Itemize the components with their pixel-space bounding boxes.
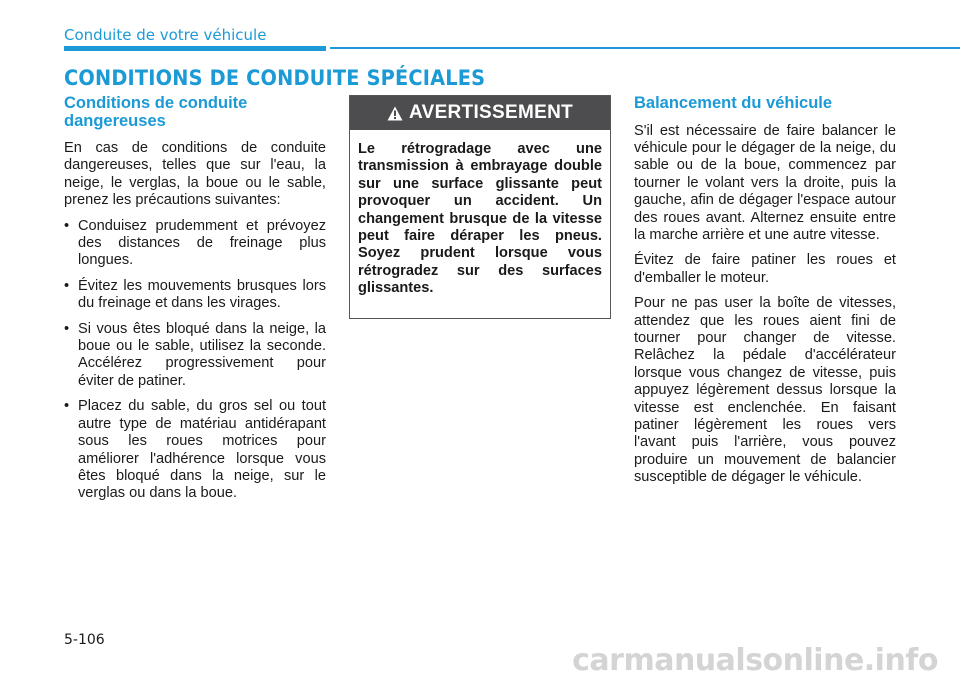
hazardous-conditions-heading: Conditions de conduite dangereuses bbox=[64, 94, 248, 130]
list-item: • Placez du sable, du gros sel ou tout autre type de matériau antidérapant sous les roues motrices pour améliorer l'adhérence lorsque vous êtes bloqué dans la neige, sur le verglas ou dans la boue. bbox=[64, 398, 326, 502]
body-paragraph: Pour ne pas user la boîte de vitesses, attendez que les roues aient fini de tourner pour changer de vitesse. Relâchez la pédale d'accélérateur lorsque vous changez de vitesse, puis appuyez légèrement dessus lorsque la vitesse est enclenchée. En faisant patiner légèrement les roues vers l'avant puis l'arrière, vous pouvez produire un mouvement de balancier susceptible de dégager le véhicule. bbox=[634, 295, 896, 486]
body-paragraph: S'il est nécessaire de faire balancer le véhicule pour le dégager de la neige, du sable ou de la boue, commencez par tourner le volant vers la droite, puis la gauche, afin de dégager l'espace autour des roues avant. Alternez ensuite entre la marche arrière et une autre vitesse. bbox=[634, 122, 896, 243]
warning-title: AVERTISSEMENT bbox=[408, 102, 573, 123]
list-item: • Évitez les mouvements brusques lors du freinage et dans les virages. bbox=[64, 278, 326, 313]
intro-paragraph: En cas de conditions de conduite dangereuses, telles que sur l'eau, la neige, le verglas, la boue ou le sable, prenez les précautions suivantes: bbox=[64, 140, 326, 209]
warning-text: Le rétrogradage avec une transmission à embrayage double sur une surface glissante peut provoquer un accident. Un changement brusque de la vitesse peut faire déraper les pneus. Soyez prudent lorsque vous rétrogradez sur des surfaces glissantes. bbox=[358, 141, 602, 297]
page-title: CONDITIONS DE CONDUITE SPÉCIALES bbox=[64, 66, 486, 90]
watermark: carmanualsonline.info bbox=[572, 643, 938, 678]
right-column bbox=[634, 95, 896, 495]
rocking-vehicle-heading: Balancement du véhicule bbox=[634, 94, 833, 112]
header-rule-thick bbox=[64, 46, 326, 51]
body-paragraph: Évitez de faire patiner les roues et d'emballer le moteur. bbox=[634, 252, 896, 286]
header-rule-thin bbox=[330, 47, 960, 49]
warning-triangle-icon bbox=[387, 106, 403, 121]
left-column bbox=[64, 95, 326, 511]
warning-header bbox=[350, 96, 610, 130]
precautions-list bbox=[64, 218, 326, 503]
list-item: • Si vous êtes bloqué dans la neige, la boue ou le sable, utilisez la seconde. Accélérez progressivement pour éviter de patiner. bbox=[64, 321, 326, 391]
section-header: Conduite de votre véhicule bbox=[64, 26, 267, 44]
page-number: 5-106 bbox=[64, 632, 105, 648]
warning-box bbox=[349, 95, 611, 319]
list-item: • Conduisez prudemment et prévoyez des distances de freinage plus longues. bbox=[64, 218, 326, 270]
